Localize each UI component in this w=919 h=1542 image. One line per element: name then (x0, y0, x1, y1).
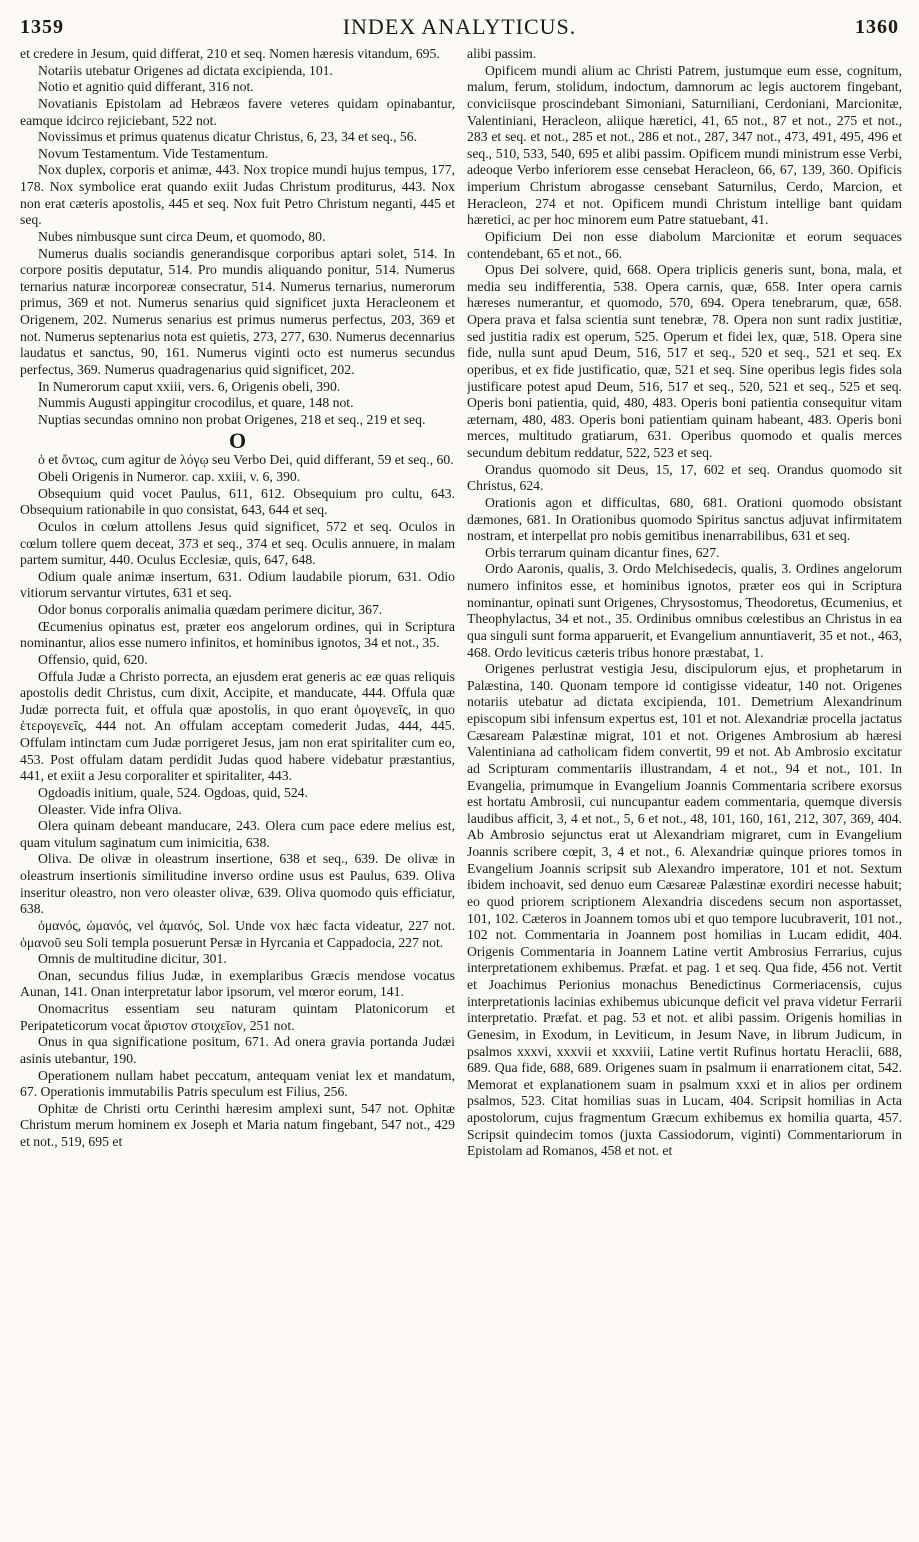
index-entry: Novatianis Epistolam ad Hebræos favere veteres quidam opinabantur, eamque idcirco rejiciebant, 522 not. (20, 95, 455, 128)
index-entry: Obeli Origenis in Numeror. cap. xxiii, v. 6, 390. (38, 469, 301, 484)
page-title: INDEX ANALYTICUS. (342, 14, 577, 39)
index-entry: Odor bonus corporalis animalia quædam perimere dicitur, 367. (38, 602, 383, 617)
index-entry: Oliva. De olivæ in oleastrum insertione, 638 et seq., 639. De olivæ in oleastrum insertionis similitudine inverso ordine usus est Paulus, 639. Oliva inseritur oleastro, non vero oleaster olivæ, 639. Oliva quomodo quis efficiatur, 638. (20, 851, 455, 917)
index-entry: et credere in Jesum, quid differat, 210 et seq. Nomen hæresis vitandum, 695. (20, 46, 440, 61)
index-entry: Origenes perlustrat vestigia Jesu, discipulorum ejus, et prophetarum in Palæstina, 140. Quonam tempore id contigisse videatur, 140 not. Origenes notariis utebatur ad dictata excipienda, 101. Demetrium Alexandrinum episcopum sibi infensum expertus est, 101 et not. Alexandriæ procella jactatus Cæsaream Palæstinæ migrat, 101 et not. Origenes Ambrosium ab hæresi Valentiniana ad catholicam fidem convertit, 99 et not. Ab Ambrosio excitatur ad Scripturam commentariis illustrandam, 4 et not., 94 et not., 101. In Evangelia, primumque in Evangelium Joannis Commentaria scribere exorsus est hortatu Ambrosii, cui nuncupantur eadem commentaria, quemque diversis laudibus afficit, 3, 4 et not., 5, 6 et not., 48, 101, 160, 161, 212, 307, 369, 404. Ab Ambrosio sejunctus erat ut Alexandriam migraret, cum in Evangelium Joannis scribere cœpit, 3, 4 et not., 6. Alexandriæ quinque priores tomos in Evangelium Joannis scripsit sub Alexandro imperatore, 101 et not. Sextum ibidem inchoavit, sed denuo eum Cæsareæ Palæstinæ exordiri necesse habuit; eo quod priorem scriptionem Alexandria discedens secum non asportasset, 101, 102. Cæteros in Joannem tomos ubi et quo tempore lucubraverit, 101 not., 102 not. Commentaria in Joannem post homilias in Lucam edidit, 404. Origenis Commentaria in Joannem Latine vertit Ambrosius Ferrarius, cujus interpretationem exhibemus. Præfat. et pag. 1 et seq. Qua fide, 456 not. Vertit et Joachimus Perionius monachus Benedictinus Cormeriacensis, cujus interpretationis lacinias exhibemus ubicunque deficit vel prava videtur Ferrarii interpretatio. Præfat. et pag. 53 et not. et alibi passim. Origenis homilias in Genesim, in Exodum, in Leviticum, in Jesum Nave, in librum Judicum, in psalmos xxxvi, xxxvii et xxxviii, Latine vertit Rufinus hortatu Heraclii, 688, 689. Qua fide, 688, 689. Origenes suam in psalmum ii enarrationem citat, 542. Memorat et explanationem suam in psalmum xxxi et in alios per ordinem psalmos, 523. Citat homilias suas in Lucam, 404. Scripsit homilias in Acta apostolorum, cujus fragmentum Græcum exhibemus ex homilia quarta, 457. Scripsit quindecim tomos (juxta Cassiodorum, viginti) Commentariorum in Epistolam ad Romanos, 458 et not. et (467, 661, 902, 1159)
index-entry: Opificium Dei non esse diabolum Marcionitæ et eorum sequaces contendebant, 65 et not., 66. (467, 228, 902, 261)
index-entry: Œcumenius opinatus est, præter eos angelorum ordines, qui in Scriptura nominantur, alios esse numero infinitos, et hominibus ignotos, 34 et not., 35. (20, 618, 455, 651)
index-entry: ὀμανός, ὠμανός, vel ἀμανός, Sol. Unde vox hæc facta videatur, 227 not. ὀμανοῦ seu Soli templa posuerunt Persæ in Hyrcania et Cappadocia, 227 not. (20, 917, 455, 950)
index-entry: Onus in qua significatione positum, 671. Ad onera gravia portanda Judæi asinis utebantur, 190. (20, 1034, 455, 1066)
index-entry: Ogdoadis initium, quale, 524. Ogdoas, quid, 524. (38, 784, 308, 800)
index-entry: Orbis terrarum quinam dicantur fines, 627. (485, 544, 720, 560)
index-entry: Nubes nimbusque sunt circa Deum, et quomodo, 80. (38, 228, 326, 244)
index-entry: Onomacritus essentiam seu naturam quintam Platonicorum et Peripateticorum vocat ἄριστον στοιχεῖον, 251 not. (20, 1001, 455, 1033)
running-header (20, 14, 899, 42)
index-entry: Notariis utebatur Origenes ad dictata excipienda, 101. (38, 62, 333, 78)
index-entry: Omnis de multitudine dicitur, 301. (38, 951, 227, 967)
left-column (20, 46, 455, 1532)
index-entry: Offensio, quid, 620. (38, 651, 148, 667)
index-entry: Odium quale animæ insertum, 631. Odium laudabile piorum, 631. Odio vitiorum servantur virtutes, 631 et seq. (20, 568, 455, 601)
index-entry: Nox duplex, corporis et animæ, 443. Nox tropice mundi hujus tempus, 177, 178. Nox symbolice erat quando exiit Judas Christum proditurus, 443. Nox non erat cæteris apostolis, 445 et seq. Nox fuit Petro Christum neganti, 445 et seq. (20, 162, 455, 228)
index-entry: Operationem nullam habet peccatum, antequam veniat lex et mandatum, 67. Operationis immutabilis Patris speculum est Filius, 256. (20, 1067, 455, 1100)
right-column (467, 46, 902, 1532)
index-entry: Numerus dualis sociandis generandisque corporibus aptari solet, 514. In corpore positis deputatur, 514. Pro mundis aliquando ponitur, 514. Numerus ternarius naturæ incorporeæ consecratur, 514. Numerus ternarius, numerorum primus, 369 et not. Numerus senarius quid significet juxta Heracleonem et Origenem, 202. Numerus senarius est primus numerus perfectus, 203, 369 et not. Numerus septenarius nota est quietis, 273, 277, 630. Numerus decennarius laudatus et sanctus, 90, 161. Numerus viginti octo est numerus secundus perfectus, 369. Numerus quadragenarius quid significet, 202. (20, 245, 455, 377)
index-entry: Olera quinam debeant manducare, 243. Olera cum pace edere melius est, quam vitulum saginatum cum inimicitia, 638. (20, 818, 455, 850)
section-letter: O (228, 428, 247, 454)
index-entry: Nuptias secundas omnino non probat Origenes, 218 et seq., 219 et seq. (38, 411, 426, 427)
index-entry: Novissimus et primus quatenus dicatur Christus, 6, 23, 34 et seq., 56. (38, 129, 418, 145)
index-entry: Novum Testamentum. Vide Testamentum. (38, 145, 269, 161)
index-entry: In Numerorum caput xxiii, vers. 6, Origenis obeli, 390. (38, 378, 341, 394)
page-number-left: 1359 (20, 16, 64, 38)
page-number-right: 1360 (855, 16, 899, 38)
index-entry: alibi passim. (467, 46, 537, 61)
index-entry: Nummis Augusti appingitur crocodilus, et quare, 148 not. (38, 395, 354, 411)
index-entry: Ophitæ de Christi ortu Cerinthi hæresim amplexi sunt, 547 not. Ophitæ Christum merum hominem ex Joseph et Maria natum fingebant, 547 not., 429 et not., 519, 695 et (20, 1100, 455, 1149)
index-entry: Opificem mundi alium ac Christi Patrem, justumque eum esse, cognitum, malum, ferum, stolidum, indoctum, damnorum ac legis auctorem fingebant, conviciisque proscindebant Simoniani, Saturniliani, Cerdoniani, Marcionitæ, Valentiniani, Heracleon, aliique hæretici, 41, 65 not., 87 et not., 275 et not., 283 et seq. et not., 285 et not., 286 et not., 287, 347 not., 473, 491, 495, 496 et seq., 510, 533, 540, 695 et alibi passim. Opificem mundi ministrum esse Verbi, adeoque Verbo inferiorem esse censebat Heracleon, 66, 67, 139, 360. Opificis imperium Christum abrogasse censebant Saturnilus, Cerdo, Marcion, et Heracleon, 274 et not. Opificem mundi Christum intellige bant quidam hæretici, ac per hoc minorem eum Patre statuebant, 41. (467, 62, 902, 228)
index-entry: Opus Dei solvere, quid, 668. Opera triplicis generis sunt, bona, mala, et media seu indifferentia, 538. Opera carnis, quæ, 658. Inter opera carnis hæreses numerantur, et quomodo, 570, 694. Opera tenebrarum, quæ, 658. Opera prava et falsa scientia sunt tenebræ, 78. Opera non sunt radix justitiæ, sed justitia radix est operum, 525. Operum et fidei lex, quæ, 518. Opera sine fide, nulla sunt apud Deum, 516, 517 et seq., 520 et seq., 521 et seq. Ex operibus, et ex fide justificatio, quæ, 521 et seq. Sine operibus legis fides sola justificare potest apud Deum, 516, 517 et seq., 520, 521 et seq., 525 et seq. Operis boni patientia, quid, 480, 483. Operis boni patientia consequitur vitam æternam, 480, 483. Operis boni patientiam quinam habeant, 483. Operis boni merces, multitudo gratiarum, 631. Operibus quomodo et qualis merces secundum debitum reddatur, 522, 523 et seq. (467, 262, 902, 460)
index-entry: Onan, secundus filius Judæ, in exemplaribus Græcis mendose vocatus Aunan, 141. Onan interpretatur labor ipsorum, vel mœror eorum, 141. (20, 967, 455, 1000)
index-entry: Oleaster. Vide infra Oliva. (38, 801, 182, 817)
index-entry: Offula Judæ a Christo porrecta, an ejusdem erat generis ac eæ quas reliquis apostolis dedit Christus, cum dixit, Accipite, et manducate, 444. Offula quæ Judæ porrecta fuit, et offula quæ apostolis, in quo erant ὁμογενεῖς, in quo ἑτερογενεῖς, 444 not. An offulam acceptam comederit Judas, 444, 445. Offulam intinctam cum Judæ porrigeret Jesus, jam non erat spiritaliter cum eo, 453. Post offulam datam perdidit Judas quod habere videbatur præstantius, 441, et exiit a Jesu corporaliter et spiritaliter, 443. (20, 668, 455, 784)
index-entry: Oculos in cœlum attollens Jesus quid significet, 572 et seq. Oculos in cœlum tollere quem deceat, 373 et seq., 374 et seq. Oculis annuere, in malam partem sumitur, 440. Oculus Ecclesiæ, quis, 647, 648. (20, 518, 455, 568)
index-entry: Notio et agnitio quid differant, 316 not. (38, 79, 254, 95)
index-entry: Obsequium quid vocet Paulus, 611, 612. Obsequium pro cultu, 643. Obsequium rationabile in quo consistat, 643, 644 et seq. (20, 485, 455, 518)
index-entry: ὁ et ὄντως, cum agitur de λόγῳ seu Verbo Dei, quid differant, 59 et seq., 60. (38, 452, 454, 468)
index-entry: Orationis agon et difficultas, 680, 681. Orationi quomodo obsistant dæmones, 681. In Orationibus quomodo Spiritus sanctus adjuvat infirmitatem nostram, et interpellat pro nobis gemitibus inenarrabilibus, 631 et seq. (467, 494, 902, 544)
index-entry: Orandus quomodo sit Deus, 15, 17, 602 et seq. Orandus quomodo sit Christus, 624. (467, 461, 902, 494)
index-entry: Ordo Aaronis, qualis, 3. Ordo Melchisedecis, qualis, 3. Ordines angelorum numero infinitos esse, et hominibus ignotos, præter eos qui in Scriptura nominantur, opinati sunt Origenes, Chrysostomus, Theodoretus, Œcumenius, et Theophylactus, 34 et not., 35. Ordinibus omnibus cœlestibus an Christus in ea qua singuli sunt forma apparuerit, et Evangelium annuntiaverit, 35 et not., 463, 468. Ordo leviticus cæteris tribus honore præstabat, 1. (467, 561, 902, 660)
